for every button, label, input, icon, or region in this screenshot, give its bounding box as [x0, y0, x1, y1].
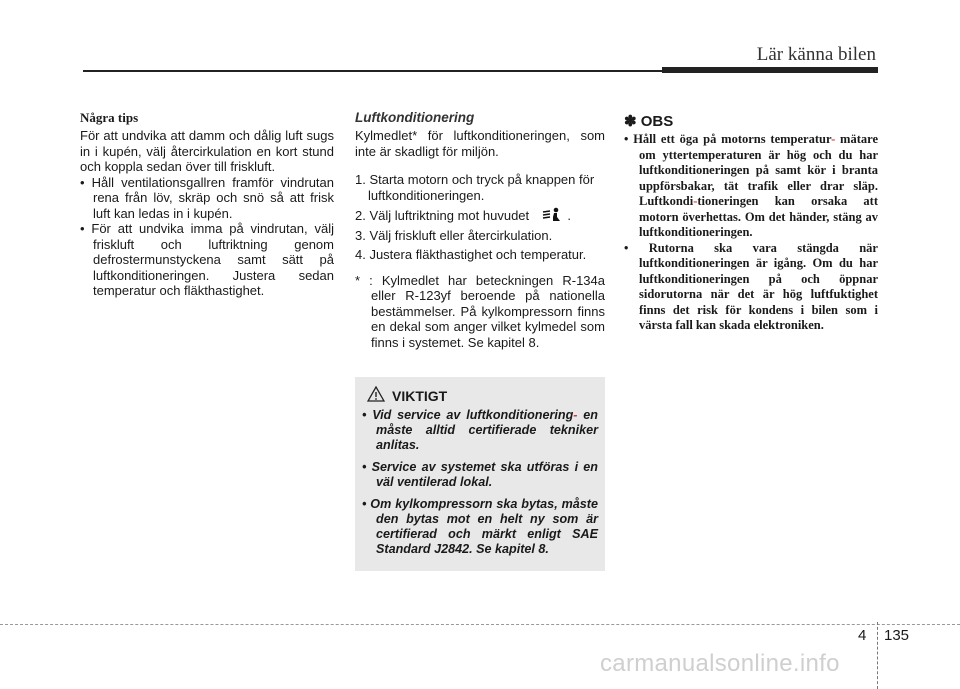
ac-step-2-suffix: . [567, 208, 572, 223]
ac-footnote: * : Kylmedlet har beteckningen R-134a eller R-123yf beroende på nationella bestämmelser. På kylkompressorn finns en dekal som anger vilket kylmedel som finns i systemet. Se kapitel 8. [355, 272, 605, 350]
page-separator [877, 622, 878, 689]
tips-intro: För att undvika att damm och dålig luft sugs in i kupén, välj återcirkulation en kort stund och koppla sedan över till friskluft. [80, 128, 334, 174]
watermark: carmanualsonline.info [600, 650, 840, 677]
obs-item-1-b: mätare om yttertemperaturen är hög och du har luftkonditioneringen på samt kör i branta uppförsbakar, tät trafik eller drar släp. Luftkondi [639, 132, 878, 208]
ac-step-3: 3. Välj friskluft eller återcirkulation. [355, 227, 553, 243]
chapter-number: 4 [858, 627, 867, 644]
obs-title: ✽ OBS [624, 113, 674, 130]
header-bar [662, 67, 878, 73]
ac-step-2 [355, 207, 605, 224]
obs-item-1-hyphen-2: - [693, 194, 698, 208]
warning-item-3: • Om kylkompressorn ska bytas, måste den bytas mot en helt ny som är certifierad och märkt enligt SAE Standard J2842. Se kapitel 8. [362, 497, 598, 556]
obs-item-1-hyphen-1: - [831, 132, 836, 146]
obs-list [624, 132, 878, 334]
tips-section [80, 110, 334, 299]
ac-step-1: 1. Starta motorn och tryck på knappen för luftkonditioneringen. [355, 172, 595, 203]
tips-bullet-2: • För att undvika imma på vindrutan, välj friskluft och luftriktning genom defrostermunstyckena samt sätt på luftkonditioneringen. Justera sedan temperatur och fläkthastighet. [80, 221, 334, 298]
tips-heading: Några tips [80, 110, 139, 125]
warning-item-1-text: • Vid service av luftkonditionering [362, 408, 574, 422]
obs-item-1-a: • Håll ett öga på motorns temperatur [624, 132, 832, 146]
vent-to-face-icon [541, 207, 561, 222]
obs-item-1 [624, 132, 878, 241]
ac-step-4: 4. Justera fläkthastighet och temperatur. [355, 247, 587, 262]
warning-list [362, 408, 598, 564]
warning-item-1 [362, 408, 598, 453]
warning-item-1-hyphen: - [573, 408, 578, 422]
obs-item-2: • Rutorna ska vara stängda när luftkonditioneringen är igång. Om du har luftkonditioneringen på och öppnar sidorutorna när det är hög luftfuktighet finns det risk för kondens i bilen som i värsta fall kan skada elektroniken. [624, 240, 878, 332]
ac-intro: Kylmedlet* för luftkonditioneringen, som inte är skadligt för miljön. [355, 128, 605, 159]
warning-title: VIKTIGT [392, 388, 448, 404]
ac-step-2-text: 2. Välj luftriktning mot huvudet [355, 208, 530, 223]
header-rule [83, 70, 662, 72]
page-header-title: Lär känna bilen [756, 44, 876, 65]
warning-item-1-rest: en måste alltid certifierade tekniker anlitas. [376, 408, 598, 452]
warning-triangle-icon [367, 386, 385, 402]
ac-title: Luftkonditionering [355, 110, 475, 125]
ac-section [355, 110, 605, 350]
page-number: 135 [884, 627, 910, 644]
footer-rule [0, 624, 960, 625]
warning-item-2: • Service av systemet ska utföras i en väl ventilerad lokal. [362, 460, 598, 489]
obs-item-1-c: tioneringen kan orsaka att motorn överhettas. Om det händer, stäng av luftkonditioneringen. [639, 194, 878, 239]
tips-bullet-1: • Håll ventilationsgallren framför vindrutan rena från löv, skräp och snö så att frisk luft kan ledas in i kupén. [80, 174, 334, 221]
